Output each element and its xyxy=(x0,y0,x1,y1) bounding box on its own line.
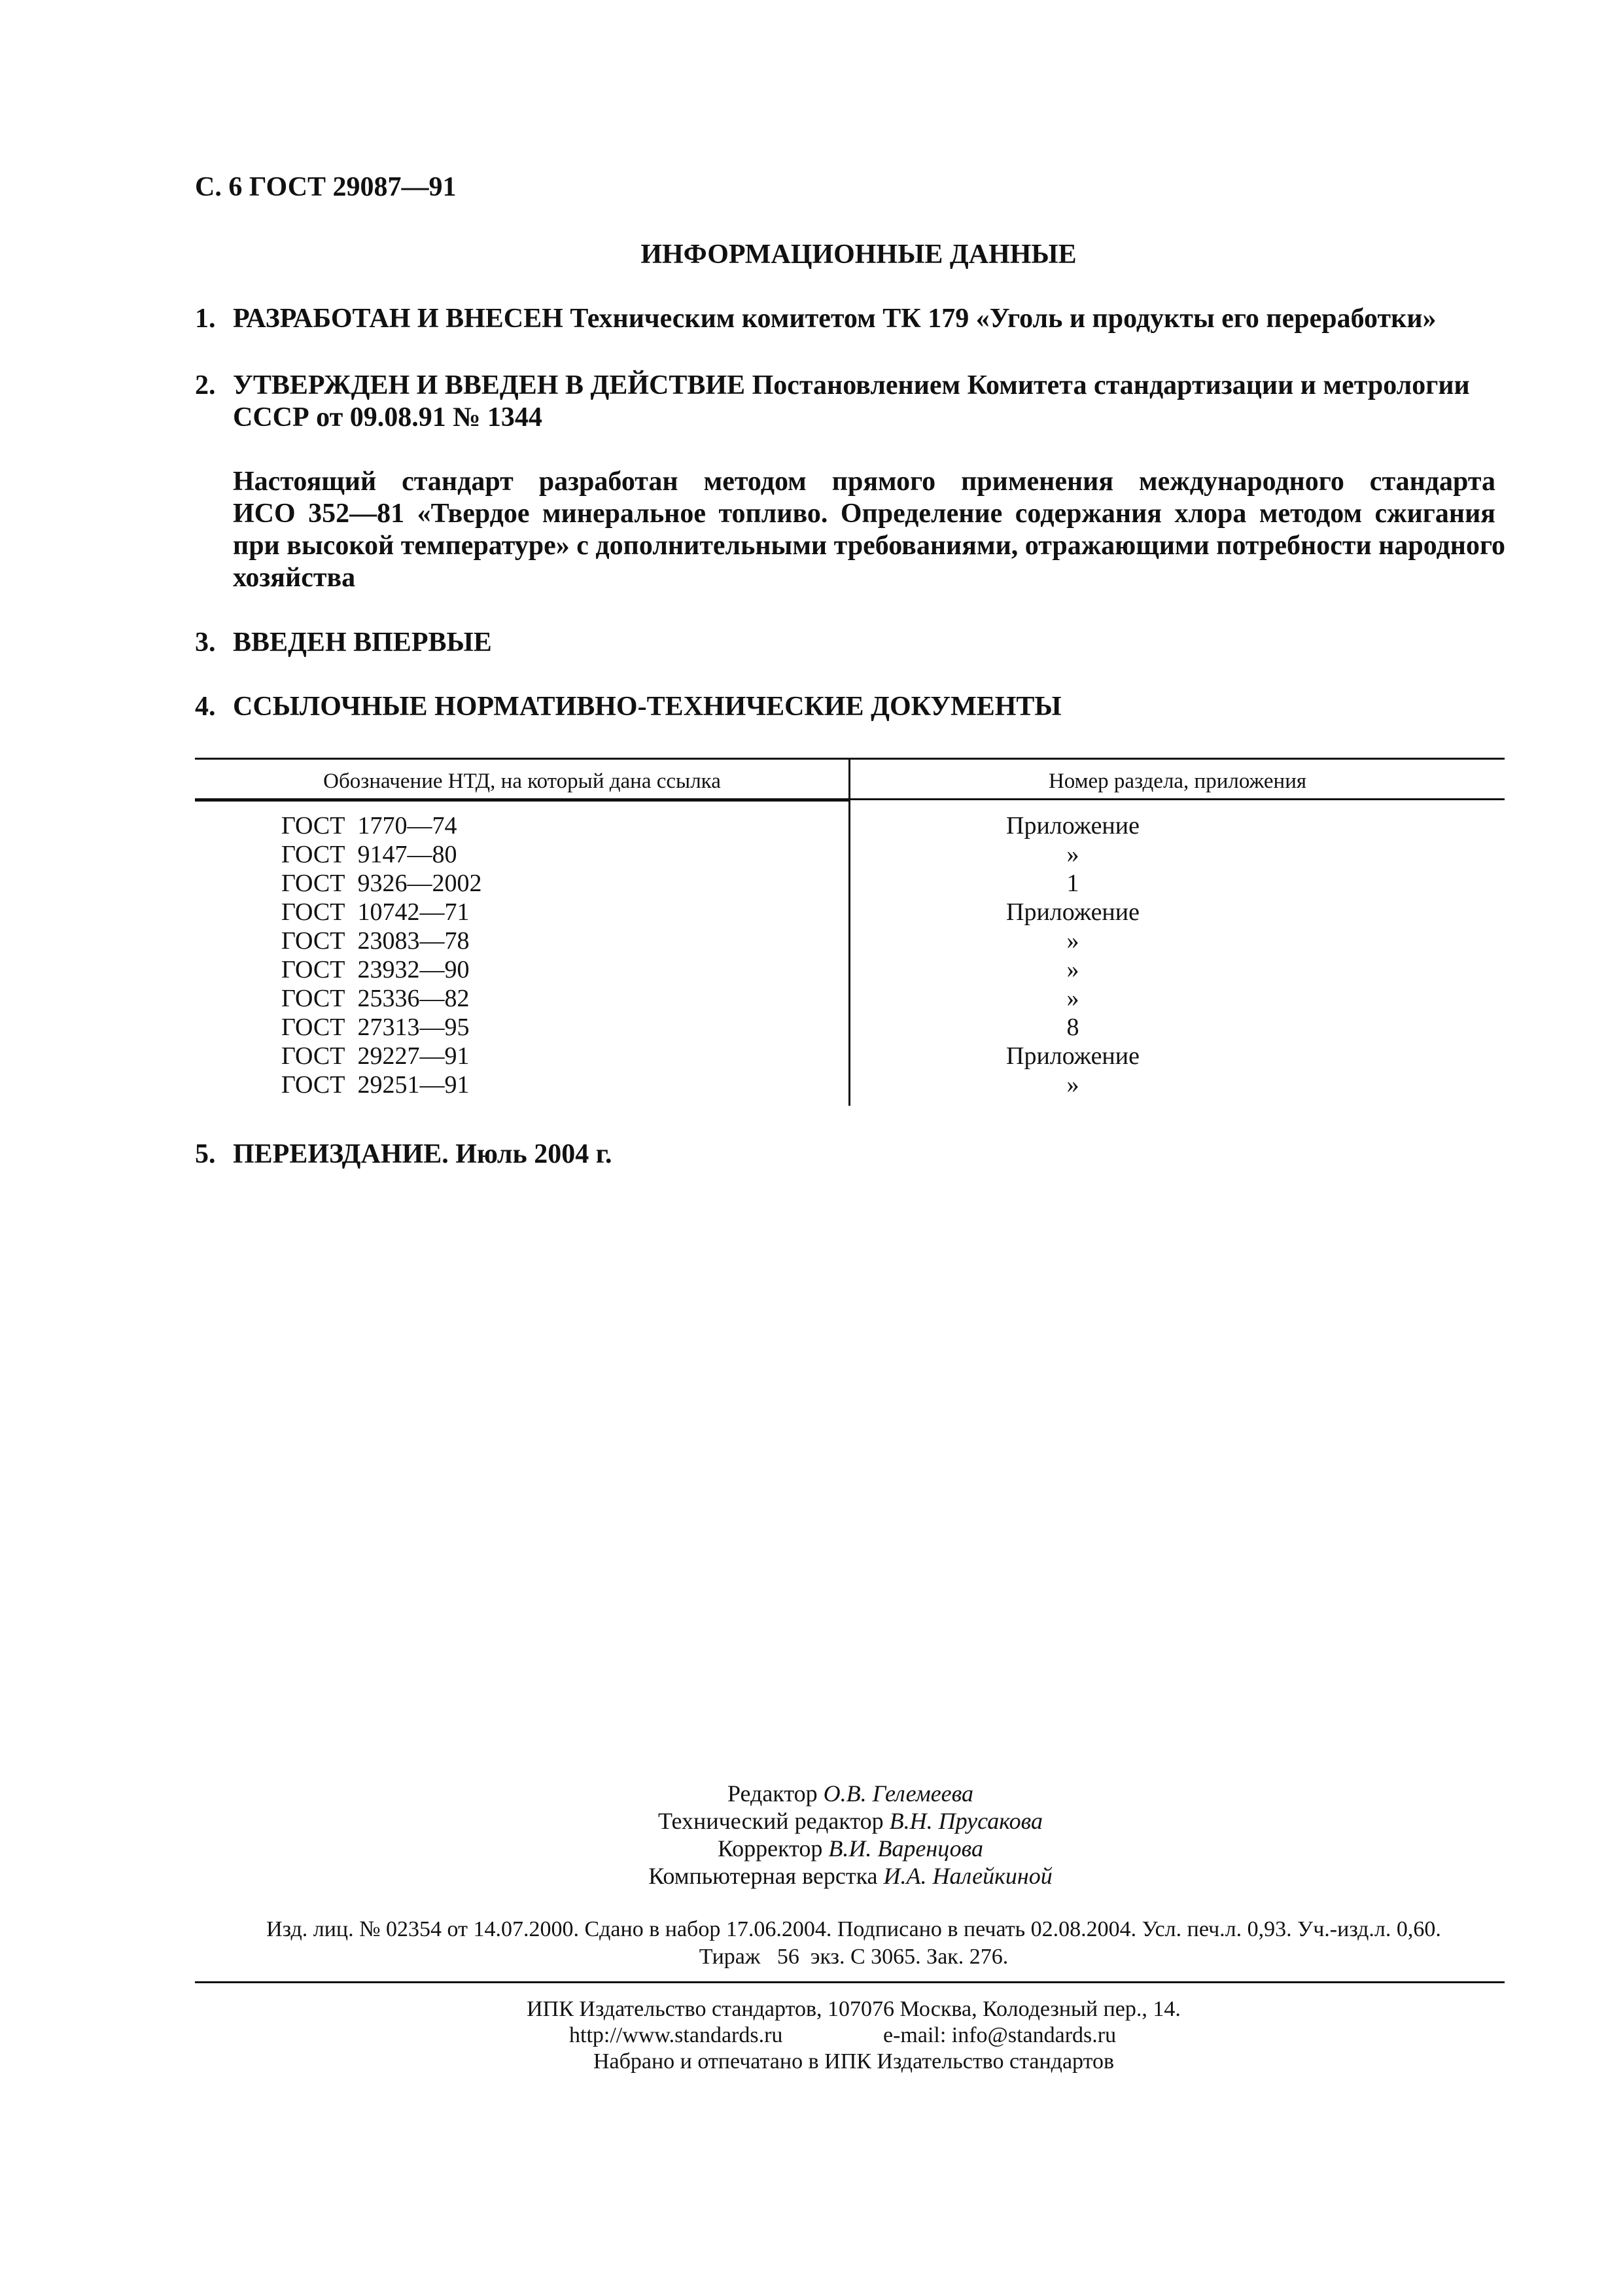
credit-person: О.В. Гелемеева xyxy=(823,1780,974,1807)
table-cell-doc: ГОСТ 23932—90 xyxy=(281,956,470,983)
item-text: Техническим комитетом ТК 179 «Уголь и продукты его переработки» xyxy=(563,304,1437,334)
publisher-url[interactable]: http://www.standards.ru xyxy=(569,2023,783,2047)
table-cell-ref: Приложение xyxy=(1006,1042,1140,1070)
table-cell-doc: ГОСТ 10742—71 xyxy=(281,898,470,926)
table-header-doc: Обозначение НТД, на который дана ссылка xyxy=(323,769,721,793)
item-2-line2: СССР от 09.08.91 № 1344 xyxy=(233,402,542,433)
table-cell-ref: Приложение xyxy=(1006,812,1140,839)
table-cell-ref: Приложение xyxy=(1006,898,1140,926)
credit-layout xyxy=(0,1862,1623,1890)
table-header-rule-left xyxy=(195,798,850,802)
running-header: С. 6 ГОСТ 29087—91 xyxy=(195,172,457,202)
standard-note-paragraph xyxy=(233,466,1506,594)
credit-editor xyxy=(0,1780,1623,1807)
item-lead: РАЗРАБОТАН И ВНЕСЕН xyxy=(233,304,563,334)
table-header-rule-right xyxy=(850,798,1505,800)
item-lead: ПЕРЕИЗДАНИЕ. xyxy=(233,1139,449,1169)
credit-role: Корректор xyxy=(717,1835,829,1862)
paragraph-line: хозяйства xyxy=(233,563,356,593)
paragraph-line: ИСО 352—81 «Твердое минеральное топливо. Определение содержания хлора методом сжигания xyxy=(233,499,1495,529)
table-cell-ref: » xyxy=(1066,927,1079,955)
table-cell-ref: » xyxy=(1066,956,1079,983)
table-cell-doc: ГОСТ 27313—95 xyxy=(281,1014,470,1041)
item-2 xyxy=(195,370,1470,401)
credit-person: В.Н. Прусакова xyxy=(889,1808,1043,1834)
item-3 xyxy=(195,627,492,658)
item-lead: ССЫЛОЧНЫЕ НОРМАТИВНО-ТЕХНИЧЕСКИЕ ДОКУМЕНТЫ xyxy=(233,692,1062,722)
publisher-email[interactable]: e-mail: info@standards.ru xyxy=(883,2023,1117,2047)
imprint-circulation: Тираж 56 экз. С 3065. Зак. 276. xyxy=(699,1945,1009,1969)
imprint-line: Изд. лиц. № 02354 от 14.07.2000. Сдано в набор 17.06.2004. Подписано в печать 02.08.2004. Усл. печ.л. 0,93. Уч.-изд.л. 0,60. xyxy=(266,1917,1441,1941)
credit-corrector xyxy=(0,1835,1623,1862)
table-cell-doc: ГОСТ 9147—80 xyxy=(281,841,457,868)
item-number: 5. xyxy=(195,1139,216,1169)
publisher-address: ИПК Издательство стандартов, 107076 Москва, Колодезный пер., 14. xyxy=(527,1997,1181,2021)
item-number: 1. xyxy=(195,304,216,334)
credit-person: В.И. Варенцова xyxy=(828,1835,984,1862)
item-4 xyxy=(195,691,1062,722)
item-text: Постановлением Комитета стандартизации и метрологии xyxy=(745,370,1470,400)
table-cell-ref: 8 xyxy=(1066,1014,1079,1041)
item-1 xyxy=(195,303,1437,334)
paragraph-line: при высокой температуре» с дополнительными требованиями, отражающими потребности народного xyxy=(233,531,1506,561)
table-cell-ref: » xyxy=(1066,1071,1079,1099)
item-text: Июль 2004 г. xyxy=(448,1139,612,1169)
item-lead: УТВЕРЖДЕН И ВВЕДЕН В ДЕЙСТВИЕ xyxy=(233,370,746,400)
footer-rule xyxy=(195,1981,1505,1983)
credit-tech-editor xyxy=(0,1807,1623,1835)
credit-person: И.А. Налейкиной xyxy=(883,1863,1053,1889)
item-number: 4. xyxy=(195,692,216,722)
item-5 xyxy=(195,1139,612,1170)
table-header-ref: Номер раздела, приложения xyxy=(1048,769,1307,793)
publisher-print-note: Набрано и отпечатано в ИПК Издательство стандартов xyxy=(593,2049,1115,2074)
credit-role: Компьютерная верстка xyxy=(648,1863,884,1889)
table-cell-doc: ГОСТ 9326—2002 xyxy=(281,870,482,897)
paragraph-line: Настоящий стандарт разработан методом прямого применения международного стандарта xyxy=(233,467,1495,497)
table-cell-ref: 1 xyxy=(1066,870,1079,897)
table-cell-ref: » xyxy=(1066,841,1079,868)
item-number: 2. xyxy=(195,370,216,400)
table-cell-doc: ГОСТ 23083—78 xyxy=(281,927,470,955)
table-cell-doc: ГОСТ 29251—91 xyxy=(281,1071,470,1099)
item-lead: ВВЕДЕН ВПЕРВЫЕ xyxy=(233,627,492,658)
table-cell-doc: ГОСТ 1770—74 xyxy=(281,812,457,839)
item-number: 3. xyxy=(195,627,216,658)
credit-role: Редактор xyxy=(727,1780,824,1807)
table-cell-doc: ГОСТ 29227—91 xyxy=(281,1042,470,1070)
credit-role: Технический редактор xyxy=(657,1808,890,1834)
table-cell-ref: » xyxy=(1066,985,1079,1012)
table-cell-doc: ГОСТ 25336—82 xyxy=(281,985,470,1012)
section-title: ИНФОРМАЦИОННЫЕ ДАННЫЕ xyxy=(640,239,1077,270)
